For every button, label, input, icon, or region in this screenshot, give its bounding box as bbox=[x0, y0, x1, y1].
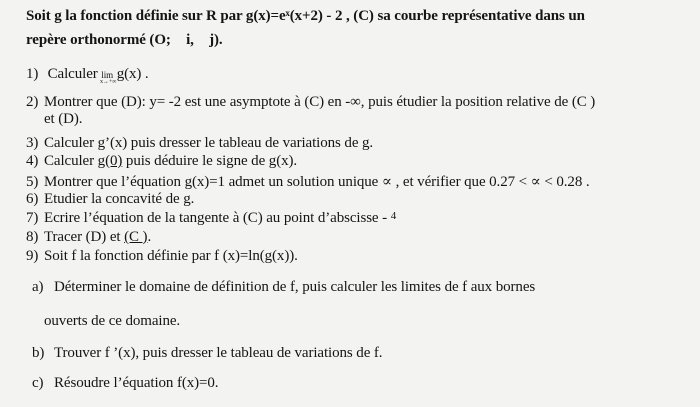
question-number: 2) bbox=[26, 94, 39, 110]
part-text: ouverts de ce domaine. bbox=[44, 313, 181, 329]
underlined-text: (C ) bbox=[124, 229, 148, 245]
question-text: Montrer que (D): y= -2 est une asymptote à (C) en -∞, puis étudier la position relative de (C ) bbox=[44, 94, 596, 110]
question-text: Etudier la concavité de g. bbox=[44, 191, 195, 207]
question-text: Tracer (D) et bbox=[44, 229, 125, 245]
question-number: 9) bbox=[26, 248, 39, 264]
abscissa-value: 4 bbox=[390, 210, 397, 222]
question-number: 3) bbox=[26, 135, 39, 151]
part-a bbox=[32, 279, 535, 296]
intro-line-2: repère orthonormé (O; ⃗i, ⃗j). bbox=[26, 32, 223, 48]
question-6 bbox=[26, 191, 194, 208]
question-number: 6) bbox=[26, 191, 39, 207]
question-number: 4) bbox=[26, 153, 39, 169]
question-text-after: . bbox=[147, 229, 152, 245]
part-letter: b) bbox=[32, 345, 45, 361]
part-text: Trouver f ’(x), puis dresser le tableau de variations de f. bbox=[54, 345, 383, 361]
underlined-text: g(0) bbox=[97, 153, 123, 169]
question-5 bbox=[26, 172, 590, 191]
question-text: Ecrire l’équation de la tangente à (C) au point d’abscisse - bbox=[44, 210, 391, 226]
question-number: 5) bbox=[26, 174, 39, 190]
question-number: 1) bbox=[26, 66, 39, 82]
question-number: 8) bbox=[26, 229, 39, 245]
question-9 bbox=[26, 248, 298, 265]
question-7 bbox=[26, 210, 396, 227]
question-4 bbox=[26, 153, 297, 170]
question-text: Calculer bbox=[47, 66, 102, 82]
question-text: et (D). bbox=[44, 111, 83, 127]
part-text: Déterminer le domaine de définition de f, puis calculer les limites de f aux bornes bbox=[54, 279, 536, 295]
question-2-continued bbox=[26, 111, 82, 128]
part-letter: c) bbox=[32, 375, 44, 391]
question-text: Calculer bbox=[44, 153, 98, 169]
question-text: Soit f la fonction définie par f (x)=ln(g(x)). bbox=[44, 248, 298, 264]
intro-line-1: Soit g la fonction définie sur R par g(x)=eˣ(x+2) - 2 , (C) sa courbe représentative dans un bbox=[26, 8, 585, 24]
question-1 bbox=[26, 66, 149, 85]
limit-subscript: x→+∞ bbox=[100, 79, 117, 85]
part-text: Résoudre l’équation f(x)=0. bbox=[54, 375, 219, 391]
question-number: 7) bbox=[26, 210, 39, 226]
part-c bbox=[32, 375, 218, 392]
question-text-after: g(x) . bbox=[116, 66, 149, 82]
question-2 bbox=[26, 94, 595, 111]
limit-symbol: lim bbox=[101, 70, 114, 80]
question-text: Montrer que l’équation g(x)=1 admet un solution unique ∝ , et vérifier que 0.27 < ∝ < 0.28 . bbox=[44, 174, 590, 190]
part-a-continued bbox=[44, 313, 180, 330]
question-3 bbox=[26, 135, 373, 152]
question-text-after: puis déduire le signe de g(x). bbox=[122, 153, 298, 169]
question-text: Calculer g’(x) puis dresser le tableau de variations de g. bbox=[44, 135, 374, 151]
question-8 bbox=[26, 229, 151, 246]
part-letter: a) bbox=[32, 279, 44, 295]
part-b bbox=[32, 345, 382, 362]
